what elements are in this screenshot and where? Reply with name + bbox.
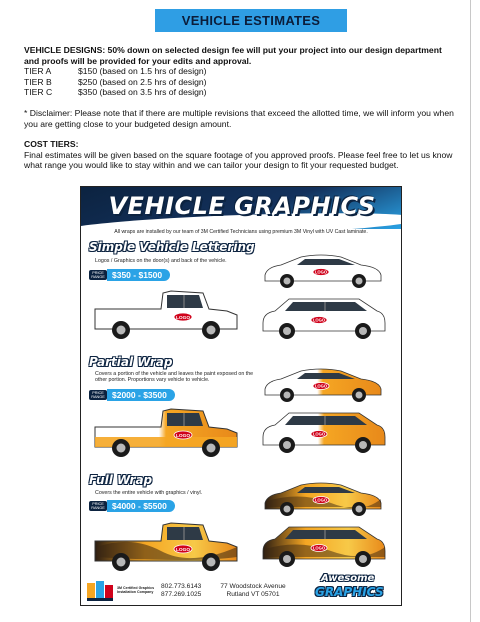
brand-word-2: GRAPHICS [315,585,384,599]
tier-note: (based on 3.5 hrs of design) [99,87,207,98]
3m-certified-logo [87,581,113,601]
disclaimer: * Disclaimer: Please note that if there are multiple revisions that exceed the allotted time, we will inform you when you are getting close to your budgeted design amount. [24,107,454,129]
page-edge [470,0,471,622]
phone-numbers [161,583,201,599]
price-tag: PRICE RANGE [89,270,107,281]
truck-illustration [91,403,241,459]
section-desc: Covers a portion of the vehicle and leaves the paint exposed on the other portion. Proportions vary vehicle to vehicle. [95,371,254,384]
section-title: Full Wrap [89,473,153,487]
vehicle-graphics-flyer [80,186,402,606]
svg-text:LOGO: LOGO [314,269,328,275]
price-range [89,389,175,401]
svg-text:LOGO: LOGO [175,547,191,553]
tier-price: $250 [78,76,98,87]
price-range [89,500,175,512]
car-illustration [261,249,385,289]
section-title: Simple Vehicle Lettering [89,240,255,254]
truck-illustration [91,517,241,573]
svg-text:LOGO: LOGO [314,383,328,389]
price-amount: $2000 - $3500 [107,389,175,401]
section-desc: Covers the entire vehicle with graphics / vinyl. [95,490,203,496]
price-amount: $4000 - $5500 [107,500,175,512]
svg-text:LOGO: LOGO [312,545,326,551]
svg-text:LOGO: LOGO [312,431,326,437]
price-amount: $350 - $1500 [107,269,170,281]
tier-price: $350 [78,87,98,98]
section-title: Partial Wrap [89,355,173,369]
tier-row [24,87,454,98]
phone-2: 877.269.1025 [161,591,202,598]
flyer-subtitle: All wraps are installed by our team of 3M Certified Technicians using premium 3M Vinyl with UV Cast laminate. [114,229,368,235]
suv-illustration [259,293,389,341]
flyer-footer [81,573,401,605]
tier-name: TIER A [24,66,52,77]
tier-price: $150 [78,66,98,77]
price-range [89,269,170,281]
phone-1: 802.773.6143 [161,583,202,590]
cost-heading: COST TIERS: [24,139,79,150]
cost-body: Final estimates will be given based on the square footage of you approved proofs. Please feel free to let us know what range you would like to stay within and we can tailor your design to fit your requested budget. [24,149,453,171]
tier-name: TIER C [24,87,53,98]
suv-illustration [259,521,389,569]
truck-illustration [91,285,241,341]
section-desc: Logos / Graphics on the door(s) and back of the vehicle. [95,258,227,264]
awesome-graphics-logo [309,573,395,605]
price-tag: PRICE RANGE [89,501,107,512]
page-title: VEHICLE ESTIMATES [155,9,347,32]
tier-note: (based on 2.5 hrs of design) [99,76,207,87]
tier-row [24,77,454,88]
flyer-title: VEHICLE GRAPHICS [108,192,376,220]
brand-word-1: Awesome [321,573,375,584]
suv-illustration [259,407,389,455]
address [217,583,289,599]
svg-text:LOGO: LOGO [175,315,191,321]
designs-lead: VEHICLE DESIGNS: 50% down on selected design fee will put your project into our design department and proofs will be provided for your edits and approval. [24,45,442,66]
svg-text:LOGO: LOGO [312,317,326,323]
address-line-2: Rutland VT 05701 [226,591,280,598]
tier-note: (based on 1.5 hrs of design) [99,66,207,77]
tier-name: TIER B [24,76,52,87]
address-line-1: 77 Woodstock Avenue [220,583,286,590]
estimate-text [24,45,454,171]
tier-row [24,66,454,77]
car-illustration [261,363,385,403]
price-tag: PRICE RANGE [89,390,107,401]
cert-label: 3M Certified Graphics Installation Company [117,586,155,595]
car-illustration [261,477,385,517]
svg-text:LOGO: LOGO [175,433,191,439]
flyer-banner [81,187,401,229]
svg-text:LOGO: LOGO [314,497,328,503]
